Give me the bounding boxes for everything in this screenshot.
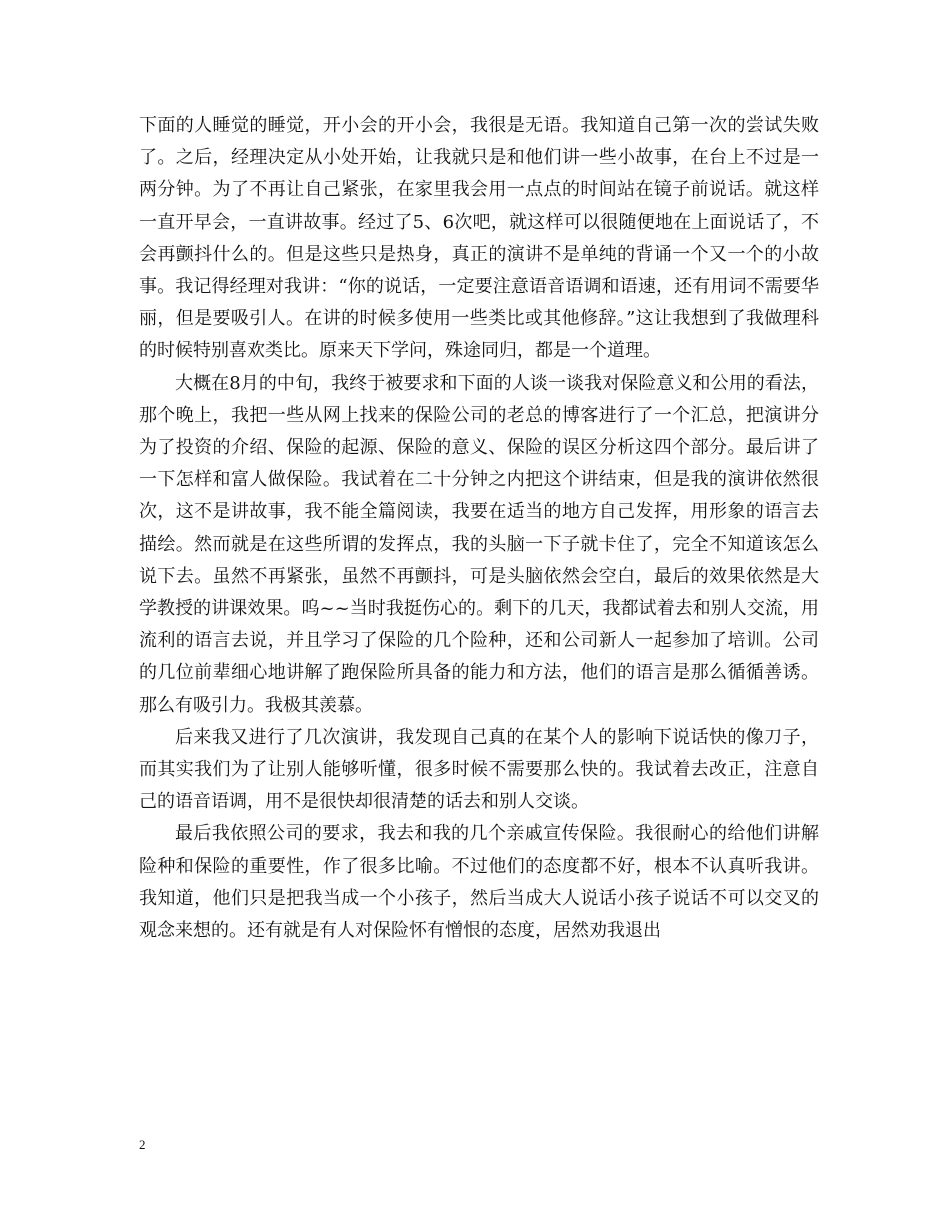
paragraph-4: 最后我依照公司的要求，我去和我的几个亲戚宣传保险。我很耐心的给他们讲解险种和保险的重要性，作了很多比喻。不过他们的态度都不好，根本不认真听我讲。我知道，他们只是把我当成一个小孩子，然后当成大人说话小孩子说话不可以交叉的观念来想的。还有就是有人对保险怀有憎恨的态度，居然劝我退出 — [139, 823, 819, 942]
page-number: 2 — [139, 1137, 146, 1152]
paragraph-2: 大概在8月的中旬，我终于被要求和下面的人谈一谈我对保险意义和公用的看法，那个晚上，我把一些从网上找来的保险公司的老总的博客进行了一个汇总，把演讲分为了投资的介绍、保险的起源、保险的意义、保险的误区分析这四个部分。最后讲了一下怎样和富人做保险。我试着在二十分钟之内把这个讲结束，但是我的演讲依然很次，这不是讲故事，我不能全篇阅读，我要在适当的地方自己发挥，用形象的语言去描绘。然而就是在这些所谓的发挥点，我的头脑一下子就卡住了，完全不知道该怎么说下去。虽然不再紧张，虽然不再颤抖，可是头脑依然会空白，最后的效果依然是大学教授的讲课效果。呜~~当时我挺伤心的。剩下的几天，我都试着去和别人交流，用流利的语言去说，并且学习了保险的几个险种，还和公司新人一起参加了培训。公司的几位前辈细心地讲解了跑保险所具备的能力和方法，他们的语言是那么循循善诱。那么有吸引力。我极其羡慕。 — [139, 372, 819, 716]
paragraph-3: 后来我又进行了几次演讲，我发现自己真的在某个人的影响下说话快的像刀子，而其实我们为了让别人能够听懂，很多时候不需要那么快的。我试着去改正，注意自己的语音语调，用不是很快却很清楚的话去和别人交谈。 — [139, 726, 819, 813]
paragraph-1: 下面的人睡觉的睡觉，开小会的开小会，我很是无语。我知道自己第一次的尝试失败了。之后，经理决定从小处开始，让我就只是和他们讲一些小故事，在台上不过是一两分钟。为了不再让自己紧张，在家里我会用一点点的时间站在镜子前说话。就这样一直开早会，一直讲故事。经过了5、6次吧，就这样可以很随便地在上面说话了，不会再颤抖什么的。但是这些只是热身，真正的演讲不是单纯的背诵一个又一个的小故事。我记得经理对我讲：“你的说话，一定要注意语音语调和语速，还有用词不需要华丽，但是要吸引人。在讲的时候多使用一些类比或其他修辞。”这让我想到了我做理科的时候特别喜欢类比。原来天下学问，殊途同归，都是一个道理。 — [139, 115, 819, 362]
document-body — [139, 110, 819, 947]
